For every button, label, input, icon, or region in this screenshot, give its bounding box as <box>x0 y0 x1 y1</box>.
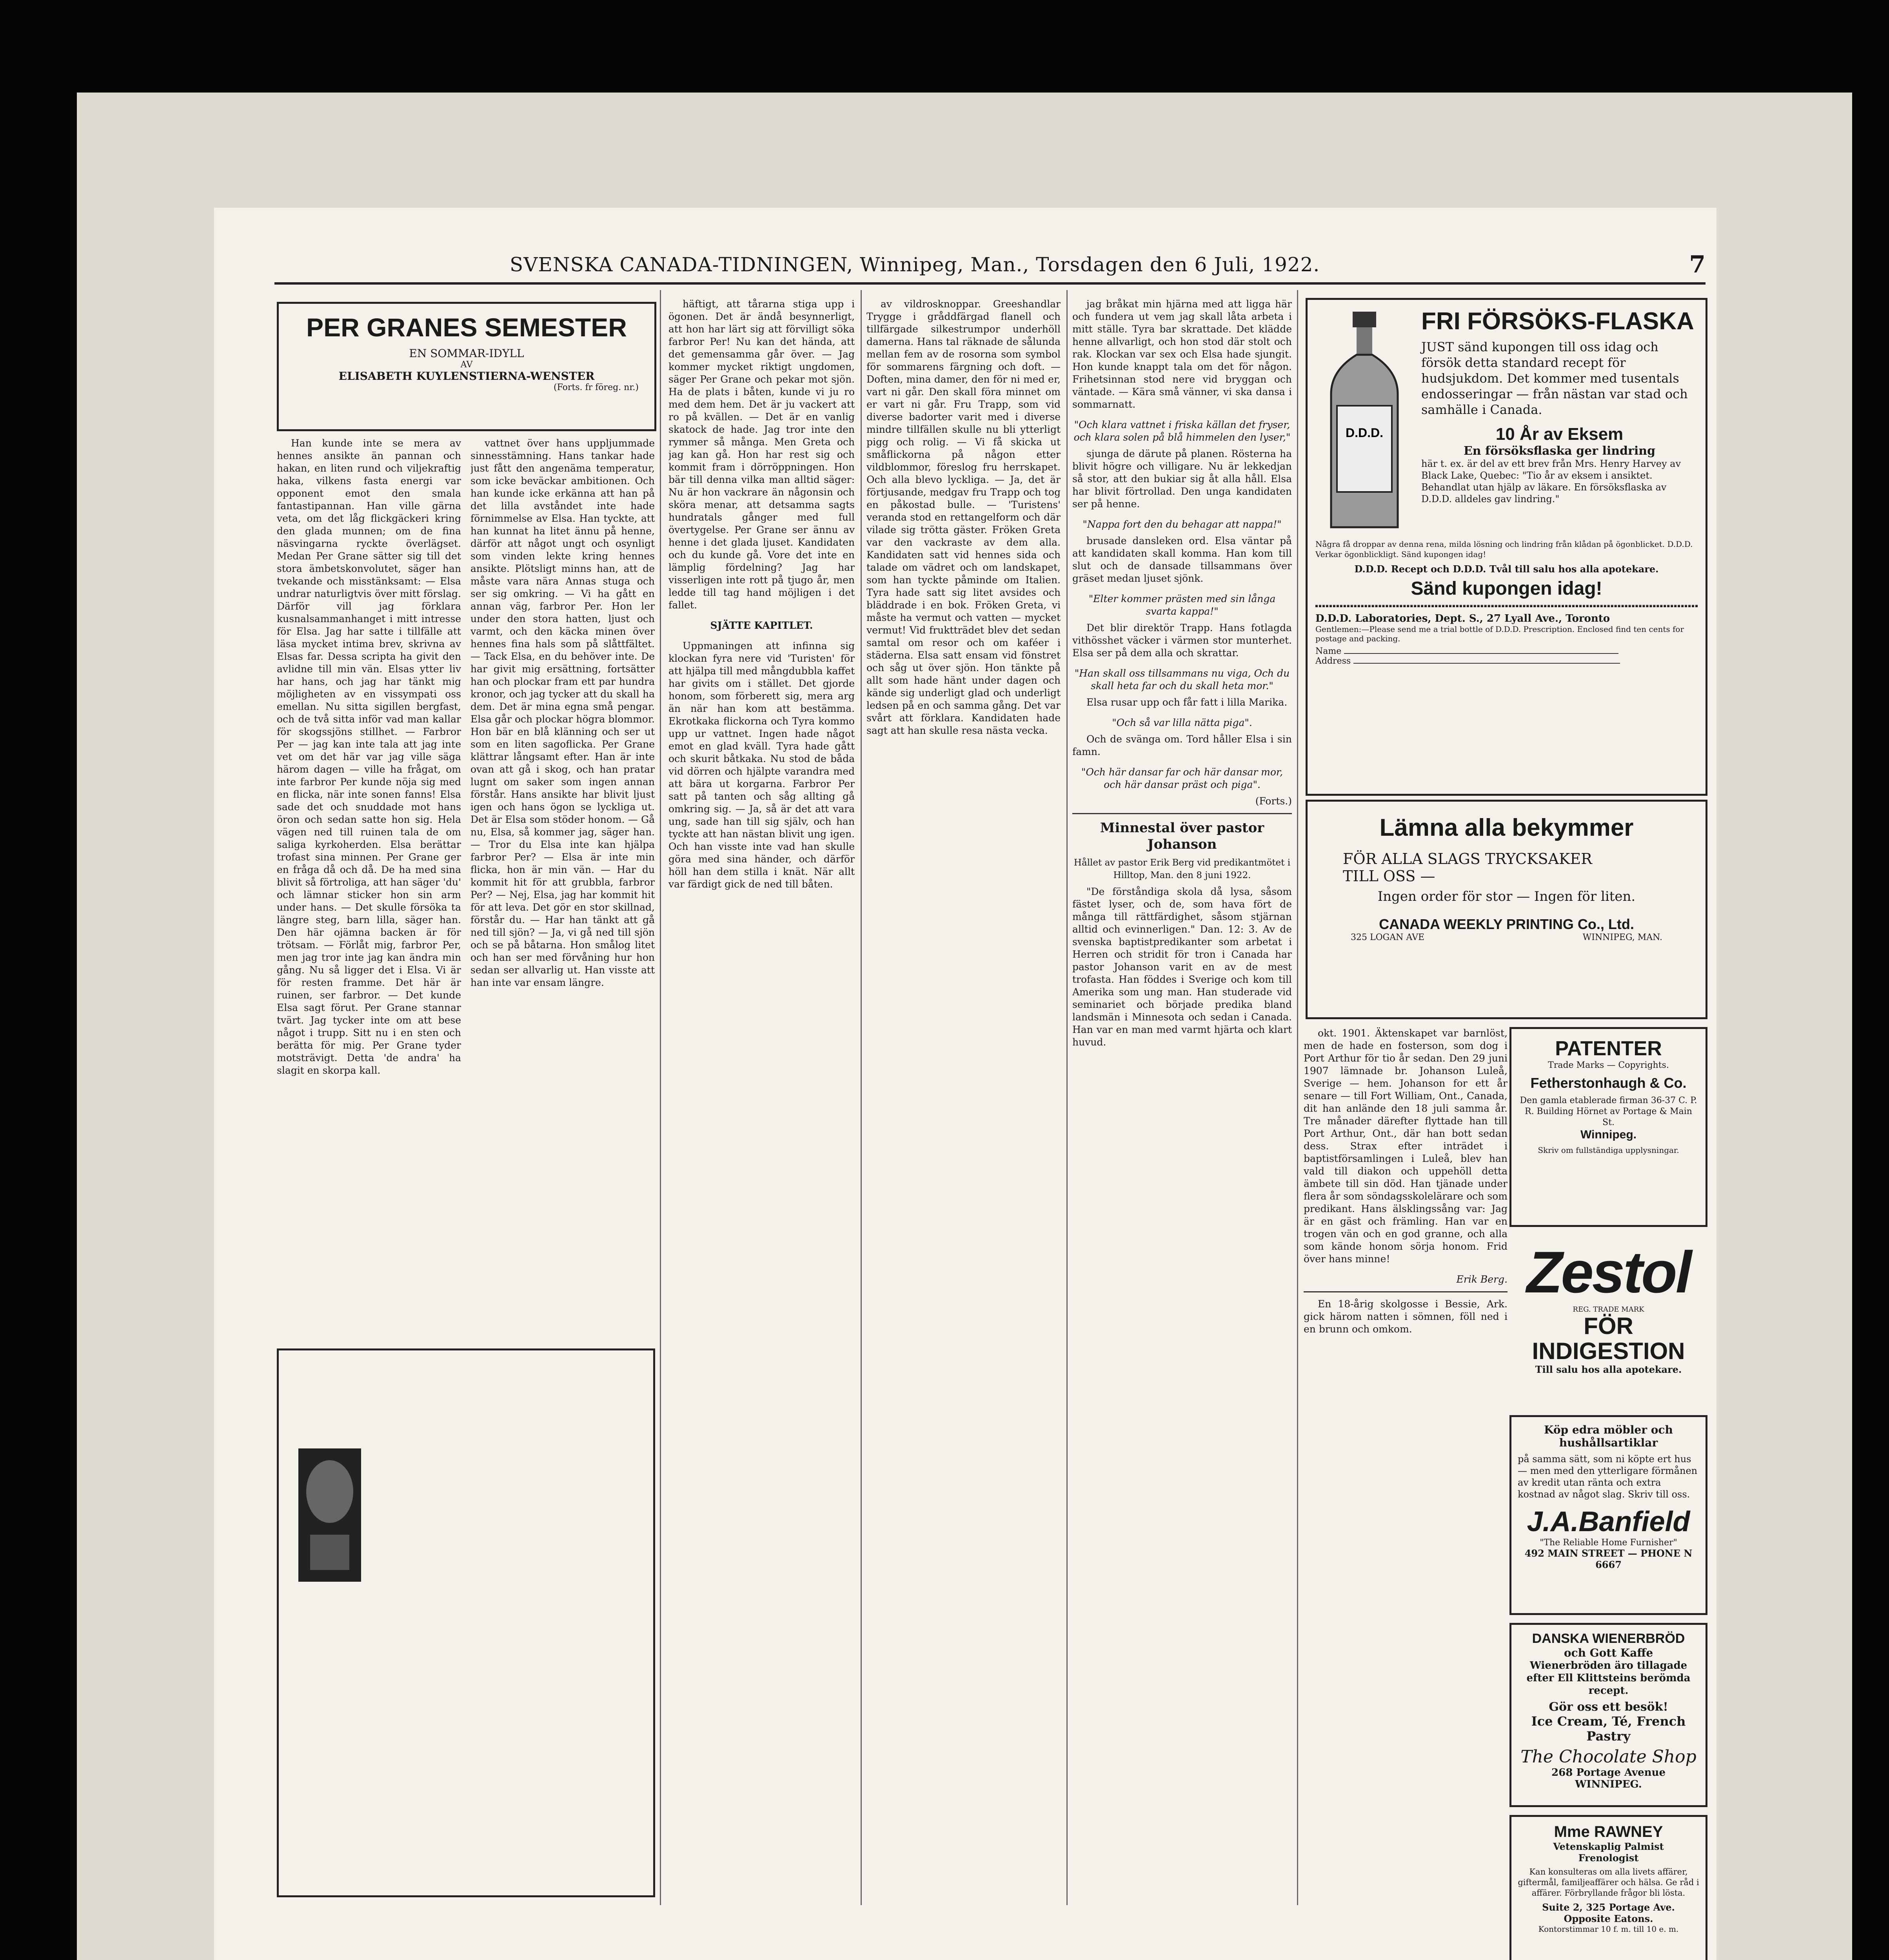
ad-brand: Zestol <box>1526 1239 1691 1305</box>
ad-tagline: "The Reliable Home Furnisher" <box>1540 1538 1677 1548</box>
news-item: En 18-årig skolgosse i Bessie, Ark. gick härom natten i sömnen, föll ned i en brunn och omkom. <box>1304 1298 1508 1335</box>
song-verse: "Nappa fort den du behagar att nappa!" <box>1083 519 1282 530</box>
serial-text: Det blir direktör Trapp. Hans fotlagda vithösshet väcker i värmen stor munterhet. Elsa ser på dem alla och skrattar. <box>1072 622 1292 659</box>
song-verse: "Elter kommer prästen med sin långa svarta kappa!" <box>1088 593 1276 617</box>
medicine-bottle-icon <box>1315 308 1413 535</box>
ad-rupture <box>277 1348 655 1897</box>
ad-line: Ingen order för stor — Ingen för liten. <box>1377 889 1636 904</box>
article-text: okt. 1901. Äktenskapet var barnlöst, men de hade en fosterson, som dog i Port Arthur för tio år sedan. Den 29 juni 1907 lämnade br. Johanson Luleå, Sverige — hem. Johanson for ett år senare — till Fort William, Ont., Canada, dit han anlände den 18 juli samma år. Tre månader därefter flyttade han till Port Arthur, Ont., där han bott sedan dess. Strax efter inträdet i baptistförsamlingen i Luleå, blev han vald till diakon och uppehöll detta ämbete till sin död. Han tjänade under flera år som söndagsskolelärare och som predikant. Hans älsklingssång var: Jag är en gäst och främling. Han var en trogen vän och en god granne, och alla som kände honom sörja honom. Frid över hans minne! <box>1304 1027 1508 1265</box>
ad-title: Mme RAWNEY <box>1554 1823 1663 1840</box>
ad-banfield <box>1509 1415 1707 1615</box>
ad-line: TILL OSS — <box>1343 867 1435 885</box>
ad-title: PATENTER <box>1555 1037 1662 1060</box>
ad-sub: Vetenskaplig Palmist <box>1553 1841 1664 1852</box>
serial-continuation: (Forts. fr föreg. nr.) <box>553 383 639 392</box>
article-title: Minnestal över pastor Johanson <box>1100 820 1264 852</box>
serial-text: Han kunde inte se mera av hennes ansikte än pannan och hakan, en liten rund och viljekraftig haka, vilkens fasta energi var opponent emot den smala fantastipannan. Han ville gärna veta, om det låg flickgäckeri kring den glada munnen; om de fina näsvingarna ryckte överlägset. Medan Per Grane sätter sig till det stora ämbetskonvolutet, säger han tvekande och misstänksamt: — Elsa undrar naturligtvis över mitt förslag. Därför vill jag förklara kusnalsammanhanget i mitt intresse för Elsa. Jag har satte i tillfälle att läsa mycket intima brev, skrivna av Elsas far. Dessa scripta ha givit den avlidne till min vän. Elsas ytter liv har hans, och jag har tänkt mig möjligheten av en vissympati oss emellan. Nu sitta sigillen bergfast, och de två sitta inför vad man kallar för skogssjöns stillhet. — Farbror Per — jag kan inte tala att jag inte vet om det här var jag ville säga härom dagen — ville ha frågat, om inte farbror Per kunde nöja sig med en flicka, när inte sonen fanns! Elsa sade det och snuddade mot hans öron och sedan satte hon sig. Hela vägen ned till ruinen tala de om saliga kyrkoherden. Elsa berättar trofast sina minnen. Per Grane ger en fråga då och då. De ha med sina blivit så förtroliga, att han säger 'du' och lämnar sticker hon sin arm under hans. — Det skulle försöka ta längre steg, barn lilla, säger han. Den här ojämna backen är för trötsam. — Förlåt mig, farbror Per, men jag tror inte jag kan ändra min gång. Nu så ligger det i Elsa. Vi är för resten framme. Det här är ruinen, ser farbror. — Det kunde Elsa sagt förut. Per Grane stannar tvärt. Jag tycker inte om att bese något i trupp. Sitt nu i en sten och berätta för mig. Per Grane tyder motsträvigt. Detta 'de andra' ha slagit en skorpa kall. <box>277 437 461 1076</box>
serial-subtitle: EN SOMMAR-IDYLL <box>409 347 524 360</box>
ad-smallprint: Några få droppar av denna rena, milda lösning och lindring från klådan på ögonblicket. D.D.D. Verkar ögonblickligt. Sänd kupongen idag! <box>1315 539 1693 559</box>
ad-line: Wienerbröden äro tillagade efter Ell Klittsteins berömda recept. <box>1526 1660 1691 1697</box>
column-3 <box>668 298 855 1897</box>
serial-text: vattnet över hans uppljummade sinnesstämning. Hans tankar hade just fått den angenäma temperatur, som icke beväckar ambitionen. Och han kunde icke erkänna att han på det lilla avståndet inte hade förnimmelse av Elsa. Han tyckte, att han kunnat ha litet ännu på henne, därför att något ungt och osynligt som vinden lekte kring hennes ansikte. Plötsligt minns han, att de måste vara nära Annas stuga och ser sig omkring. — Vi ha gått en annan väg, farbror Per. Hon ler under den stora hatten, ljust och varmt, och den käcka minen över hennes fina hals som på slåttfältet. — Tack Elsa, en du behöver inte. De har givit mig ersättning, fortsätter han och plockar fram ett par hundra kronor, och jag tycker att du skall ha dem. Det är mina egna små pengar. Elsa går och plockar högra blommor. Hon bär en blå klänning och ser ut som en liten sagoflicka. Per Grane klättrar långsamt efter. Han är inte ovan att gå i skog, och han pratar lugnt om saker som ingen annan förstår. Hans ansikte har blivit ljust igen och hans ögon se lyckliga ut. Det är Elsa som stöder honom. — Gå nu, Elsa, så kommer jag, säger han. — Tror du Elsa inte kan hjälpa farbror Per? — Elsa är inte min flicka, hon är min vän. — Har du kommit hit för att grubbla, farbror Per? — Nej, Elsa, jag har kommit hit för att leva. Det gör en stor skillnad, förstår du. — Har han tänkt att gå ned till sjön? — Ja, vi gå ned till sjön och se på båtarna. Hon smålog litet och han ser med förvåning hur hon sedan ser allvarlig ut. Han visste att han inte var ensam längre. <box>470 437 655 988</box>
serial-av: AV <box>460 360 473 370</box>
ad-sub: Trade Marks — Copyrights. <box>1548 1060 1669 1070</box>
ad-line: Ice Cream, Té, French Pastry <box>1531 1714 1686 1744</box>
song-verse: "Och här dansar far och här dansar mor, och här dansar präst och piga". <box>1081 766 1283 790</box>
ad-address: 492 MAIN STREET — PHONE N 6667 <box>1524 1548 1693 1570</box>
ad-hours: Kontorstimmar 10 f. m. till 10 e. m. <box>1538 1924 1679 1934</box>
chapter-heading: SJÄTTE KAPITLET. <box>710 620 813 631</box>
ad-city: WINNIPEG, MAN. <box>1582 933 1662 942</box>
ad-company: CANADA WEEKLY PRINTING Co., Ltd. <box>1379 916 1634 932</box>
serial-text: Uppmaningen att infinna sig klockan fyra nere vid 'Turisten' för att hjälpa till med mångdubbla kaffet har givits om i stället. Det gjorde honom, som förberett sig, mera arg än när han kom att bestämma. Ekrotkaka flickorna och Tyra kommo upp ur vattnet. Ingen hade något emot en glad kväll. Tyra hade gått och skurit båtkaka. Nu stod de båda vid dörren och hjälpte varandra med att bära ut korgarna. Farbror Per satt på tanten och såg allting gå omkring sig. — Ja, så är det att vara ung, sade han till sig själv, och han tyckte att han nästan blivit ung igen. Och han visste inte vad han skulle göra med sina händer, och därför höll han dem stilla i knät. När allt var färdigt gick de ned till båten. <box>668 640 855 890</box>
ad-title: DANSKA WIENERBRÖD <box>1532 1631 1685 1646</box>
coupon-address-field[interactable] <box>1315 656 1698 666</box>
song-verse: "Och så var lilla nätta piga". <box>1112 717 1252 728</box>
ad-brand: J.A.Banfield <box>1527 1506 1690 1537</box>
serial-author: ELISABETH KUYLENSTIERNA-WENSTER <box>338 370 595 383</box>
serial-text: brusade dansleken ord. Elsa väntar på att kandidaten skall komma. Han kom till slut och de dansade tillsammans över gräset medan ljuset sjönk. <box>1072 535 1292 584</box>
address-label: Address <box>1315 656 1351 666</box>
serial-text: häftigt, att tårarna stiga upp i ögonen. Det är ändå besynnerligt, att hon har lärt sig att förvilligt söka farbror Per! Nu kan det hända, att det gemensamma går över. — Jag kommer mycket riktigt ungdomen, säger Per Grane och pekar mot sjön. Ha de plats i båten, kunde vi ju ro med dem hem. Det är ju vackert att ro på kvällen. — Det är en vanlig skatock de hade. Jag tror inte den rymmer så många. Men Greta och jag kan gå. Hon har rest sig och kommit fram i dörröppningen. Hon bär till denna vilka man alltid säger: Nu är hon vackrare än någonsin och sköra menar, att detsamma sagts hundratals gånger med full övertygelse. Per Grane ser ännu av henne i det glada ljuset. Kandidaten och du kunde gå. Vore det inte en lämplig fördelning? Jag har visserligen inte rott på tjugo år, men ledde till tag hand möjligen i det fallet. <box>668 298 855 611</box>
ad-zestol <box>1509 1239 1707 1407</box>
coupon-text: Gentlemen:—Please send me a trial bottle of D.D.D. Prescription. Enclosed find ten cents for postage and packing. <box>1315 624 1684 643</box>
divider <box>1072 813 1292 814</box>
ad-headline: Lämna alla bekymmer <box>1379 814 1634 841</box>
serial-title: PER GRANES SEMESTER <box>306 313 627 342</box>
ad-title: Köp edra möbler och hushållsartiklar <box>1544 1423 1673 1449</box>
ad-headline: 10 År av Eksem <box>1495 425 1624 444</box>
ad-brand: The Chocolate Shop <box>1520 1747 1696 1767</box>
ad-body: JUST sänd kupongen till oss idag och försök detta standard recept för hudsjukdom. Det kommer med tusentals endosseringar — från nästan var stad och samhälle i Canada. <box>1421 339 1688 417</box>
coupon-cut-line <box>1315 605 1698 607</box>
column-1 <box>277 437 461 1339</box>
masthead <box>274 251 1706 285</box>
ad-address: 268 Portage Avenue WINNIPEG. <box>1551 1767 1666 1790</box>
masthead-title: SVENSKA CANADA-TIDNINGEN, Winnipeg, Man., Torsdagen den 6 Juli, 1922. <box>510 253 1320 276</box>
column-rule <box>1297 290 1298 1905</box>
column-6 <box>1304 1027 1508 1897</box>
coupon-name-field[interactable] <box>1315 646 1698 656</box>
ad-body: på samma sätt, som ni köpte ert hus — men med den ytterligare förmånen av kredit utan ränta och extra kostnad av något slag. Skriv till oss. <box>1518 1454 1698 1500</box>
ad-city: Winnipeg. <box>1580 1128 1637 1141</box>
ad-printing <box>1306 800 1707 1019</box>
truss-icon <box>287 1445 373 1586</box>
ad-patenter <box>1509 1027 1707 1227</box>
ad-address: Den gamla etablerade firman 36-37 C. P. R. Building Hörnet av Portage & Main St. <box>1520 1096 1697 1127</box>
serial-title-box <box>277 302 656 431</box>
ad-company: D.D.D. Laboratories, Dept. S., 27 Lyall Ave., Toronto <box>1315 613 1610 624</box>
ad-line: och Gott Kaffe <box>1564 1646 1653 1659</box>
song-verse: "Och klara vattnet i friska källan det fryser, och klara solen på blå himmelen den lyser," <box>1073 419 1291 443</box>
ad-product-use: INDIGESTION <box>1532 1338 1685 1364</box>
column-rule <box>861 290 862 1905</box>
page-number: 7 <box>1689 251 1706 278</box>
ad-cta: Sänd kupongen idag! <box>1411 578 1602 599</box>
bottle-label: D.D.D. <box>1346 426 1383 440</box>
ad-address: 325 LOGAN AVE <box>1351 933 1425 942</box>
ad-availability: D.D.D. Recept och D.D.D. Tvål till salu hos alla apotekare. <box>1354 563 1659 575</box>
ad-title: FRI FÖRSÖKS-FLASKA <box>1421 308 1694 335</box>
column-5 <box>1072 298 1292 1897</box>
ad-subheadline: En försöksflaska ger lindring <box>1463 444 1656 458</box>
serial-text: sjunga de därute på planen. Rösterna ha blivit högre och villigare. Nu är lekkedjan så stor, att den bukiar sig åt alla håll. Elsa har blivit förtrollad. Den unga kandidaten ser på henne. <box>1072 448 1292 510</box>
serial-text: jag bråkat min hjärna med att ligga här och fundera ut vem jag skall låta arbeta i mitt ställe. Tyra bar skrattade. Det klädde henne allvarligt, och hon stod där stolt och rak. Klockan var sex och Elsa hade sjungit. Hon kunde knappt tala om det för någon. Frihetsinnan stod nere vid bryggan och väntade. — Kära små vänner, vi ska dansa i sommarnatt. <box>1072 298 1292 410</box>
signature: Erik Berg. <box>1456 1274 1508 1285</box>
ad-company: Fetherstonhaugh & Co. <box>1530 1075 1687 1091</box>
ad-address: Suite 2, 325 Portage Ave. Opposite Eatons. <box>1542 1902 1675 1924</box>
article-text: "De förståndiga skola då lysa, såsom fästet lyser, och de, som hava fört de många till rättfärdighet, såsom stjärnan alltid och evinnerligen." Dan. 12: 3. Av de svenska baptistpredikanter som arbetat i Herren och stridit för tron i Canada har pastor Johanson varit en av de mest trofasta. Han föddes i Sverige och kom till Amerika som ung man. Han studerade vid seminariet och började predika bland landsmän i Minnesota och sedan i Canada. Han var en man med varmt hjärta och klart huvud. <box>1072 886 1292 1048</box>
ad-body: Kan konsulteras om alla livets affärer, giftermål, familjeaffärer och hälsa. Ge råd i affärer. Förbryllande frågor bli lösta. <box>1518 1867 1699 1898</box>
ad-forsoks-flaska <box>1306 298 1707 796</box>
column-4 <box>866 298 1061 1897</box>
continued-note: (Forts.) <box>1255 795 1292 807</box>
ad-chocolate-shop <box>1509 1623 1707 1807</box>
article-subtitle: Hållet av pastor Erik Berg vid predikantmötet i Hilltop, Man. den 8 juni 1922. <box>1073 858 1291 880</box>
ad-note: Skriv om fullständiga upplysningar. <box>1538 1145 1679 1155</box>
divider <box>1304 1291 1508 1292</box>
ad-for: FÖR <box>1584 1313 1633 1339</box>
column-rule <box>1066 290 1068 1905</box>
serial-text: av vildrosknoppar. Greeshandlar Trygge i gråddfärgad flanell och tillfärgade silkestrumpor underhöll damerna. Hans tal räknade de sålunda mellan fem av de rosorna som symbol för sommarens färgning och doft. — Doften, mina damer, den för ni med er, vart ni går. Den skall föra minnet om er vart ni går. Fru Trapp, som vid diverse badorter varit med i diverse mindre tillfällen skulle nu bli ytterligt pigg och rolig. — Vi få skicka ut småflickorna på någon etter vildblommor, föreslog fru herrskapet. Och alla blevo lyckliga. — Ja, det är förtjusande, medgav fru Trapp och tog en påkostad bulle. — 'Turistens' veranda stod en rettangelform och där vilade sig trötta gäster. Fröken Greta var den vackraste av dem alla. Kandidaten satt vid hennes sida och talade om vädret och om landskapet, som han tyckte påminde om Italien. Tyra hade satt sig litet avsides och bläddrade i en bok. Fröken Greta, vi måste ha vermut och vatten — mycket vermut! Vid fruktträdet blev det sedan samtal om resor och om kaféer i städerna. Elsa satt ensam vid fönstret och såg ut över sjön. Hon tänkte på allt som hade hänt under dagen och kände sig underligt glad och underligt ledsen på en och samma gång. Det var svårt att förklara. Kandidaten hade sagt att han skulle resa nästa vecka. <box>866 298 1061 736</box>
serial-text: Elsa rusar upp och får fatt i lilla Marika. <box>1086 697 1288 708</box>
ad-rawney <box>1509 1815 1707 1960</box>
name-label: Name <box>1315 646 1342 656</box>
ad-sub: Frenologist <box>1578 1852 1639 1864</box>
column-2 <box>470 437 655 1339</box>
song-verse: "Han skall oss tillsammans nu viga, Och du skall heta far och du skall heta mor." <box>1074 668 1290 691</box>
ad-line: FÖR ALLA SLAGS TRYCKSAKER <box>1343 850 1592 867</box>
serial-text: Och de svänga om. Tord håller Elsa i sin famn. <box>1072 733 1292 757</box>
ad-body: här t. ex. är del av ett brev från Mrs. Henry Harvey av Black Lake, Quebec: "Tio år av eksem i ansiktet. Behandlat utan hjälp av läkare. En försöksflaska av D.D.D. alldeles gav lindring." <box>1421 458 1681 505</box>
ad-address-row <box>1315 933 1698 942</box>
ad-availability: Till salu hos alla apotekare. <box>1535 1364 1682 1375</box>
ad-line: Gör oss ett besök! <box>1549 1700 1668 1714</box>
ad-trademark: REG. TRADE MARK <box>1573 1305 1644 1314</box>
column-rule <box>660 290 661 1905</box>
